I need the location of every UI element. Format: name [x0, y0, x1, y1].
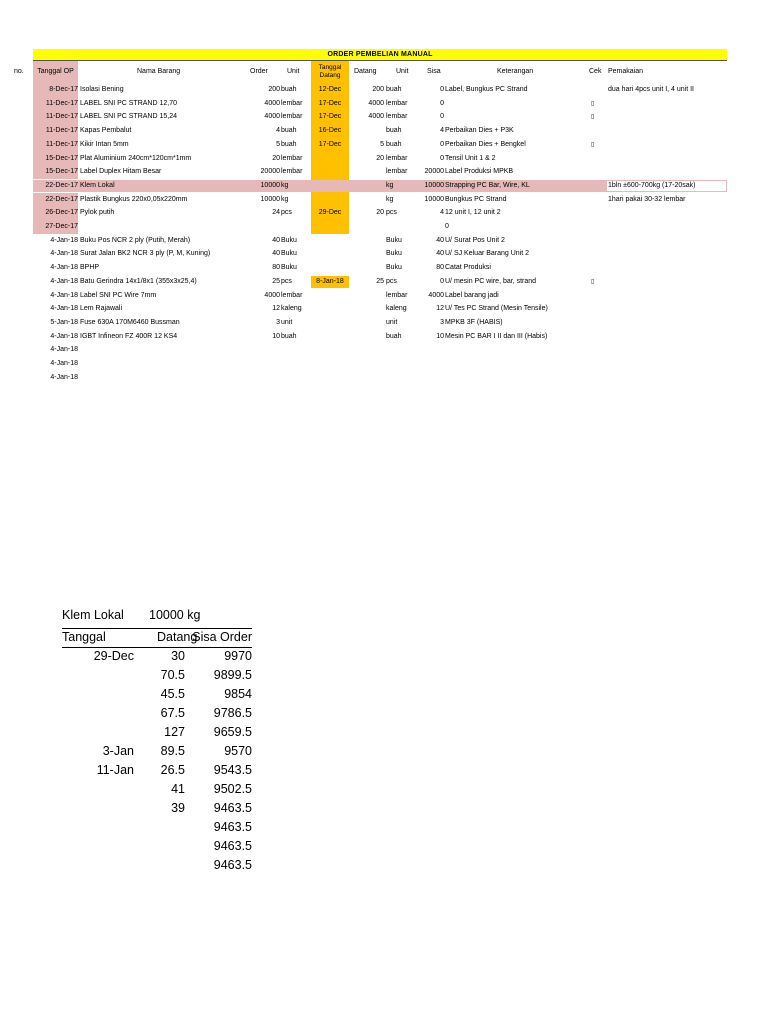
summary-datang[interactable]: 39 — [171, 801, 185, 815]
row-datang-unit[interactable]: buah — [386, 332, 402, 340]
row-datang-unit[interactable]: buah — [386, 86, 402, 93]
row-order[interactable]: 24 — [272, 209, 280, 217]
summary-item-qty[interactable]: 10000 kg — [149, 608, 201, 622]
header-pemakaian[interactable]: Pemakaian — [608, 68, 644, 75]
row-date[interactable]: 4-Jan-18 — [50, 264, 78, 272]
row-unit[interactable]: lembar — [281, 291, 303, 299]
row-sisa[interactable]: 0 — [440, 86, 444, 93]
row-datang[interactable]: 5 — [380, 140, 384, 148]
row-pemakaian[interactable]: 1bln ±600-700kg (17-20sak) — [608, 181, 696, 189]
row-datang[interactable]: 25 — [376, 277, 384, 285]
header-sisa[interactable]: Sisa — [427, 68, 441, 75]
table-row — [0, 275, 768, 289]
table-row — [0, 343, 768, 357]
row-name[interactable]: LABEL SNI PC STRAND 12,70 — [80, 99, 178, 107]
row-name[interactable]: LABEL SNI PC STRAND 15,24 — [80, 113, 178, 121]
table-row — [0, 247, 768, 261]
row-date[interactable]: 8-Dec-17 — [49, 86, 78, 93]
row-sisa[interactable]: 0 — [440, 113, 444, 121]
row-tanggal-datang[interactable]: 17-Dec — [318, 113, 342, 121]
table-row — [0, 357, 768, 371]
row-unit[interactable]: Buku — [281, 264, 297, 272]
row-date[interactable]: 4-Jan-18 — [50, 250, 78, 258]
row-order[interactable]: 5 — [276, 140, 280, 148]
row-date[interactable]: 4-Jan-18 — [50, 291, 78, 299]
summary-header-datang[interactable]: Datang — [157, 630, 198, 644]
header-tanggal-datang-line2: Datang — [319, 72, 341, 79]
row-name[interactable]: Batu Gerindra 14x1/8x1 (355x3x25,4) — [80, 277, 197, 285]
row-datang-unit[interactable]: pcs — [386, 209, 397, 217]
row-name[interactable]: Surat Jalan BK2 NCR 3 ply (P, M, Kuning) — [80, 250, 211, 258]
row-order[interactable]: 20 — [272, 154, 280, 162]
row-date[interactable]: 26-Dec-17 — [45, 209, 78, 217]
row-sisa[interactable]: 0 — [440, 154, 444, 162]
row-keterangan[interactable]: Mesin PC BAR I II dan III (Habis) — [445, 332, 548, 340]
row-order[interactable]: 40 — [272, 236, 280, 244]
header-unit-2[interactable]: Unit — [396, 68, 409, 75]
summary-datang[interactable]: 70.5 — [160, 668, 185, 682]
row-keterangan[interactable]: Perbaikan Dies + Bengkel — [445, 140, 526, 148]
header-datang[interactable]: Datang — [354, 68, 377, 75]
summary-rule-header — [62, 647, 252, 648]
row-datang-unit[interactable]: buah — [386, 140, 402, 148]
row-date[interactable]: 4-Jan-18 — [50, 277, 78, 285]
row-name[interactable]: Kikir Intan 5mm — [80, 140, 129, 148]
row-datang[interactable]: 4000 — [368, 113, 384, 121]
row-name[interactable]: Label SNI PC Wire 7mm — [80, 291, 157, 299]
row-keterangan[interactable]: Perbaikan Dies + P3K — [445, 127, 514, 135]
summary-datang[interactable]: 89.5 — [160, 744, 185, 758]
row-pemakaian[interactable]: dua hari 4pcs unit I, 4 unit II — [608, 86, 694, 93]
header-tanggal-datang[interactable] — [311, 61, 349, 83]
row-datang-unit[interactable]: Buku — [386, 250, 402, 258]
row-datang-unit[interactable]: Buku — [386, 236, 402, 244]
row-order[interactable]: 4000 — [264, 99, 280, 107]
row-date[interactable]: 5-Jan-18 — [50, 318, 78, 326]
summary-datang[interactable]: 30 — [171, 649, 185, 663]
row-datang-unit[interactable]: kg — [386, 195, 394, 203]
row-sisa[interactable]: 0 — [440, 99, 444, 107]
row-unit[interactable]: kaleng — [281, 305, 302, 313]
row-datang-unit[interactable]: lembar — [386, 99, 408, 107]
summary-datang[interactable]: 67.5 — [160, 706, 185, 720]
table-row — [0, 165, 768, 179]
row-name[interactable]: Label Duplex Hitam Besar — [80, 168, 162, 176]
row-sisa[interactable]: 0 — [440, 277, 444, 285]
row-order[interactable]: 10000 — [260, 181, 280, 189]
summary-sisa[interactable]: 9570 — [224, 744, 252, 758]
row-keterangan[interactable]: MPKB 3F (HABIS) — [445, 318, 503, 326]
row-name[interactable]: Klem Lokal — [80, 181, 115, 189]
row-keterangan[interactable]: U/ Surat Pos Unit 2 — [445, 236, 505, 244]
row-unit[interactable]: Buku — [281, 250, 297, 258]
row-datang-unit[interactable]: lembar — [386, 291, 408, 299]
row-sisa[interactable]: 12 — [436, 305, 444, 313]
row-name[interactable]: BPHP — [80, 264, 100, 272]
row-keterangan[interactable]: Label, Bungkus PC Strand — [445, 86, 528, 93]
summary-sisa[interactable]: 9899.5 — [213, 668, 252, 682]
row-date[interactable]: 4-Jan-18 — [50, 360, 78, 367]
row-unit[interactable]: buah — [281, 332, 297, 340]
row-sisa[interactable]: 4 — [440, 127, 444, 135]
row-date[interactable]: 4-Jan-18 — [50, 332, 78, 340]
row-datang[interactable]: 200 — [372, 86, 384, 93]
row-unit[interactable]: lembar — [281, 154, 303, 162]
row-datang-unit[interactable]: pcs — [386, 277, 397, 285]
table-row — [0, 124, 768, 138]
summary-sisa[interactable]: 9463.5 — [213, 858, 252, 872]
summary-sisa[interactable]: 9854 — [224, 687, 252, 701]
row-tanggal-datang[interactable]: 17-Dec — [318, 99, 342, 107]
table-row — [0, 193, 768, 207]
table-row — [0, 138, 768, 152]
row-sisa[interactable]: 80 — [436, 264, 444, 272]
row-order[interactable]: 40 — [272, 250, 280, 258]
row-cek[interactable]: ▯ — [591, 100, 595, 107]
row-keterangan[interactable]: 12 unit I, 12 unit 2 — [445, 209, 501, 217]
row-unit[interactable]: pcs — [281, 277, 292, 285]
row-date[interactable]: 11-Dec-17 — [45, 127, 78, 135]
row-order[interactable]: 12 — [272, 305, 280, 313]
summary-sisa[interactable]: 9970 — [224, 649, 252, 663]
row-datang[interactable]: 4000 — [368, 99, 384, 107]
table-row — [0, 152, 768, 166]
row-date[interactable]: 4-Jan-18 — [50, 346, 78, 354]
row-sisa[interactable]: 3 — [440, 318, 444, 326]
row-unit[interactable]: Buku — [281, 236, 297, 244]
row-datang-unit[interactable]: kg — [386, 181, 394, 189]
row-keterangan[interactable]: U/ mesin PC wire, bar, strand — [445, 277, 537, 285]
row-date[interactable]: 4-Jan-18 — [50, 305, 78, 313]
row-date[interactable]: 11-Dec-17 — [45, 140, 78, 148]
table-row — [0, 220, 768, 234]
row-date[interactable]: 4-Jan-18 — [50, 236, 78, 244]
header-tanggal-datang-line1: Tanggal — [318, 64, 342, 71]
row-datang-unit[interactable]: lembar — [386, 168, 408, 176]
row-sisa[interactable]: 10000 — [424, 195, 444, 203]
table-row — [0, 206, 768, 220]
summary-sisa[interactable]: 9463.5 — [213, 820, 252, 834]
row-keterangan[interactable]: Label Produksi MPKB — [445, 168, 514, 176]
row-tanggal-datang[interactable]: 8-Jan-18 — [316, 277, 344, 285]
row-order[interactable]: 10 — [272, 332, 280, 340]
summary-datang[interactable]: 41 — [171, 782, 185, 796]
row-name[interactable]: Lem Rajawali — [80, 305, 123, 313]
row-unit[interactable]: kg — [281, 181, 289, 189]
header-no[interactable]: no. — [14, 68, 24, 75]
row-name[interactable]: Isolasi Bening — [80, 86, 124, 93]
row-sisa[interactable]: 40 — [436, 236, 444, 244]
summary-header-tanggal[interactable]: Tanggal — [62, 630, 106, 644]
row-name[interactable]: IGBT Infineon FZ 400R 12 KS4 — [80, 332, 178, 340]
row-datang-unit[interactable]: lembar — [386, 113, 408, 121]
row-datang-unit[interactable]: unit — [386, 318, 398, 326]
table-row — [0, 261, 768, 275]
row-unit[interactable]: pcs — [281, 209, 292, 217]
row-date[interactable]: 4-Jan-18 — [50, 373, 78, 381]
row-keterangan[interactable]: Bungkus PC Strand — [445, 195, 507, 203]
row-datang[interactable]: 20 — [376, 209, 384, 217]
header-cek[interactable]: Cek — [589, 68, 602, 75]
row-order[interactable]: 20000 — [260, 168, 280, 176]
row-tanggal-datang[interactable]: 16-Dec — [318, 127, 342, 135]
summary-sisa[interactable]: 9543.5 — [213, 763, 252, 777]
row-order[interactable]: 4000 — [264, 291, 280, 299]
row-datang-unit[interactable]: buah — [386, 127, 402, 135]
row-keterangan[interactable]: Tensil Unit 1 & 2 — [445, 154, 496, 162]
table-row — [0, 289, 768, 303]
summary-sisa[interactable]: 9659.5 — [213, 725, 252, 739]
row-unit[interactable]: buah — [281, 127, 297, 135]
row-order[interactable]: 25 — [272, 277, 280, 285]
row-sisa[interactable]: 4 — [440, 209, 444, 217]
row-sisa[interactable]: 0 — [440, 140, 444, 148]
summary-sisa[interactable]: 9786.5 — [213, 706, 252, 720]
row-unit[interactable]: unit — [281, 318, 293, 326]
table-row — [0, 97, 768, 111]
row-sisa[interactable]: 10000 — [424, 181, 444, 189]
row-sisa[interactable]: 40 — [436, 250, 444, 258]
row-date[interactable]: 15-Dec-17 — [45, 168, 78, 176]
table-row — [0, 302, 768, 316]
table-row — [0, 234, 768, 248]
row-unit[interactable]: buah — [281, 140, 297, 148]
row-tanggal-datang[interactable]: 12-Dec — [318, 86, 342, 93]
row-order[interactable]: 3 — [276, 318, 280, 326]
row-sisa[interactable]: 20000 — [424, 168, 444, 176]
summary-rule-top — [62, 628, 252, 629]
summary-tanggal[interactable]: 11-Jan — [96, 763, 134, 777]
table-row — [0, 316, 768, 330]
row-date[interactable]: 27-Dec-17 — [45, 223, 78, 230]
row-date[interactable]: 11-Dec-17 — [45, 99, 78, 107]
row-name[interactable]: Plastik Bungkus 220x0,05x220mm — [80, 195, 188, 203]
row-date[interactable]: 22-Dec-17 — [45, 181, 78, 189]
header-nama-barang[interactable]: Nama Barang — [137, 68, 181, 75]
row-name[interactable]: Pylok putih — [80, 209, 115, 217]
table-row — [0, 110, 768, 124]
row-unit[interactable]: lembar — [281, 168, 303, 176]
row-order[interactable]: 80 — [272, 264, 280, 272]
row-tanggal-datang[interactable]: 29-Dec — [318, 209, 342, 217]
row-cek[interactable]: ▯ — [591, 278, 595, 285]
summary-datang[interactable]: 127 — [164, 725, 185, 739]
summary-tanggal[interactable]: 3-Jan — [102, 744, 134, 758]
table-row — [0, 83, 768, 97]
summary-header-sisa-order[interactable]: Sisa Order — [192, 630, 252, 644]
row-keterangan[interactable]: Strapping PC Bar, Wire, KL — [445, 181, 530, 189]
row-unit[interactable]: lembar — [281, 99, 303, 107]
summary-sisa[interactable]: 9463.5 — [213, 801, 252, 815]
summary-tanggal[interactable]: 29-Dec — [93, 649, 134, 663]
row-name[interactable]: Kapas Pembalut — [80, 127, 132, 135]
summary-item-name[interactable]: Klem Lokal — [62, 608, 124, 622]
row-datang-unit[interactable]: lembar — [386, 154, 408, 162]
row-order[interactable]: 10000 — [260, 195, 280, 203]
row-date[interactable]: 15-Dec-17 — [45, 154, 78, 162]
row-datang-unit[interactable]: Buku — [386, 264, 402, 272]
table-row — [0, 371, 768, 385]
row-order[interactable]: 4000 — [264, 113, 280, 121]
row-datang-unit[interactable]: kaleng — [386, 305, 407, 313]
header-unit[interactable]: Unit — [287, 68, 300, 75]
summary-sisa[interactable]: 9502.5 — [213, 782, 252, 796]
row-unit[interactable]: kg — [281, 195, 289, 203]
row-date[interactable]: 11-Dec-17 — [45, 113, 78, 121]
row-keterangan[interactable]: 0 — [445, 223, 449, 230]
row-tanggal-datang[interactable]: 17-Dec — [318, 140, 342, 148]
row-name[interactable]: Buku Pos NCR 2 ply (Putih, Merah) — [80, 236, 191, 244]
table-row — [0, 179, 768, 193]
row-sisa[interactable]: 10 — [436, 332, 444, 340]
row-keterangan[interactable]: U/ SJ Keluar Barang Unit 2 — [445, 250, 530, 258]
header-order[interactable]: Order — [250, 68, 268, 75]
sheet-title[interactable]: ORDER PEMBELIAN MANUAL — [33, 49, 727, 60]
summary-datang[interactable]: 45.5 — [160, 687, 185, 701]
row-unit[interactable]: buah — [281, 86, 297, 93]
row-keterangan[interactable]: U/ Tes PC Strand (Mesin Tensile) — [445, 305, 548, 313]
row-date[interactable]: 22-Dec-17 — [45, 195, 78, 203]
row-name[interactable]: Plat Aluminium 240cm*120cm*1mm — [80, 154, 192, 162]
row-sisa[interactable]: 4000 — [428, 291, 444, 299]
header-keterangan[interactable]: Keterangan — [497, 68, 534, 75]
row-order[interactable]: 200 — [268, 86, 280, 93]
header-tanggal-op[interactable]: Tanggal OP — [33, 61, 78, 83]
row-name[interactable]: Fuse 630A 170M6460 Bussman — [80, 318, 180, 326]
row-keterangan[interactable]: Catat Produksi — [445, 264, 491, 272]
row-pemakaian[interactable]: 1hari pakai 30-32 lembar — [608, 195, 686, 203]
row-cek[interactable]: ▯ — [591, 114, 595, 121]
summary-datang[interactable]: 26.5 — [160, 763, 185, 777]
table-row — [0, 330, 768, 344]
row-order[interactable]: 4 — [276, 127, 280, 135]
summary-sisa[interactable]: 9463.5 — [213, 839, 252, 853]
row-cek[interactable]: ▯ — [591, 141, 595, 148]
row-keterangan[interactable]: Label barang jadi — [445, 291, 499, 299]
row-datang[interactable]: 20 — [376, 154, 384, 162]
row-unit[interactable]: lembar — [281, 113, 303, 121]
